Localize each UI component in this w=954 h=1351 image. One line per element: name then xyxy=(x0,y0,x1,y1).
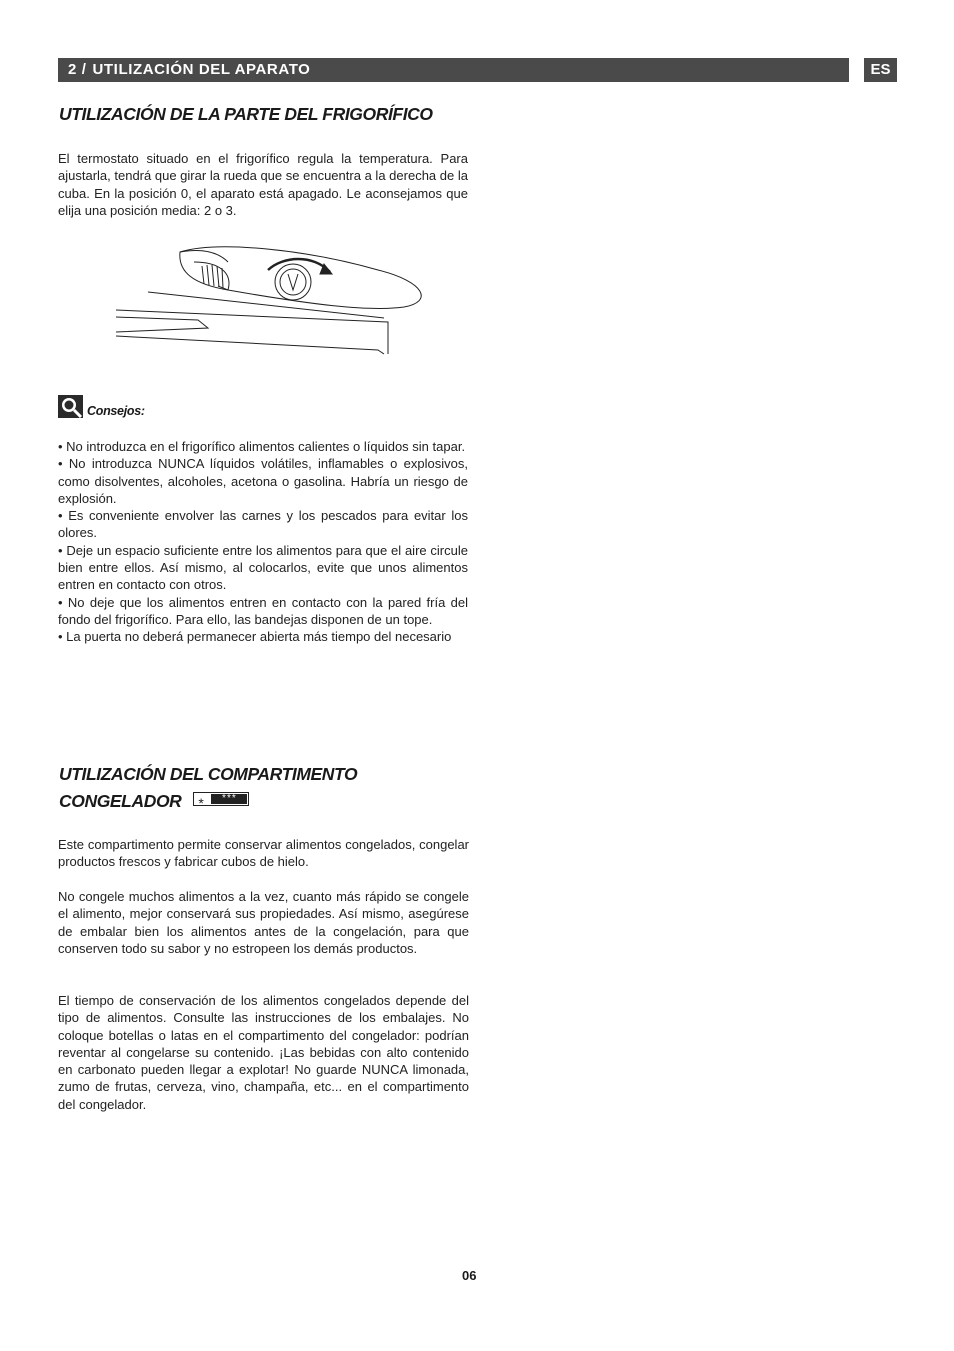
tip-item: • No introduzca NUNCA líquidos volátiles, inflamables o explosivos, como disolventes, alcoholes, acetona o gasolina. Habría un riesgo de explosión. xyxy=(58,455,468,507)
page-number: 06 xyxy=(462,1268,477,1283)
freezer-star-rating-icon xyxy=(193,792,249,812)
section-number: 2 / xyxy=(68,61,87,78)
freezer-paragraph: Este compartimento permite conservar alimentos congelados, congelar productos frescos y fabricar cubos de hielo. xyxy=(58,837,469,870)
freezer-paragraph: El tiempo de conservación de los alimentos congelados depende del tipo de alimentos. Consulte las instrucciones de los embalajes. No coloque botellas o latas en el compartimento del congelador: podrían reventar al congelarse su contenido. ¡Las bebidas con alto contenido en carbonato pueden llegar a explotar! No guarde NUNCA limonada, zumo de frutas, cerveza, vino, champaña, etc... en el compartimento del congelador. xyxy=(58,993,469,1112)
fridge-intro-paragraph: El termostato situado en el frigorífico regula la temperatura. Para ajustarla, tendrá que girar la rueda que se encuentra a la derecha de la cuba. En la posición 0, el aparato está apagado. Le aconsejamos que elija una posición media: 2 o 3. xyxy=(58,151,468,218)
freezer-paragraph: No congele muchos alimentos a la vez, cuanto más rápido se congele el alimento, mejor conservará sus propiedades. Así mismo, asegúrese de embalar bien los alimentos antes de la congelación, para que conserven todo su sabor y no estropeen los demás productos. xyxy=(58,889,469,956)
triple-star-icon: *** xyxy=(211,794,247,804)
section-header-title: UTILIZACIÓN DEL APARATO xyxy=(92,61,311,78)
tips-label: Consejos: xyxy=(87,404,145,418)
freezer-title-text: CONGELADOR xyxy=(59,791,182,811)
tip-item: • No introduzca en el frigorífico alimentos calientes o líquidos sin tapar. xyxy=(58,438,468,455)
tip-item: • No deje que los alimentos entren en contacto con la pared fría del fondo del frigorífico. Para ello, las bandejas disponen de un tope. xyxy=(58,594,468,629)
thermostat-illustration xyxy=(108,232,428,357)
tip-item: • Deje un espacio suficiente entre los alimentos para que el aire circule bien entre ellos. Así mismo, al colocarlos, evite que unos alimentos entren en contacto con otros. xyxy=(58,542,468,594)
fridge-section-title: UTILIZACIÓN DE LA PARTE DEL FRIGORÍFICO xyxy=(59,104,433,124)
single-star-icon: * xyxy=(198,795,204,812)
freezer-section-title-line2 xyxy=(59,788,249,815)
magnifier-icon xyxy=(58,395,83,418)
section-header-bar xyxy=(58,58,849,82)
tip-item: • La puerta no deberá permanecer abierta más tiempo del necesario xyxy=(58,628,468,645)
freezer-section-title-line1: UTILIZACIÓN DEL COMPARTIMENTO xyxy=(59,764,358,784)
tip-item: • Es conveniente envolver las carnes y los pescados para evitar los olores. xyxy=(58,507,468,542)
language-badge: ES xyxy=(864,58,897,82)
tips-list xyxy=(58,438,468,646)
